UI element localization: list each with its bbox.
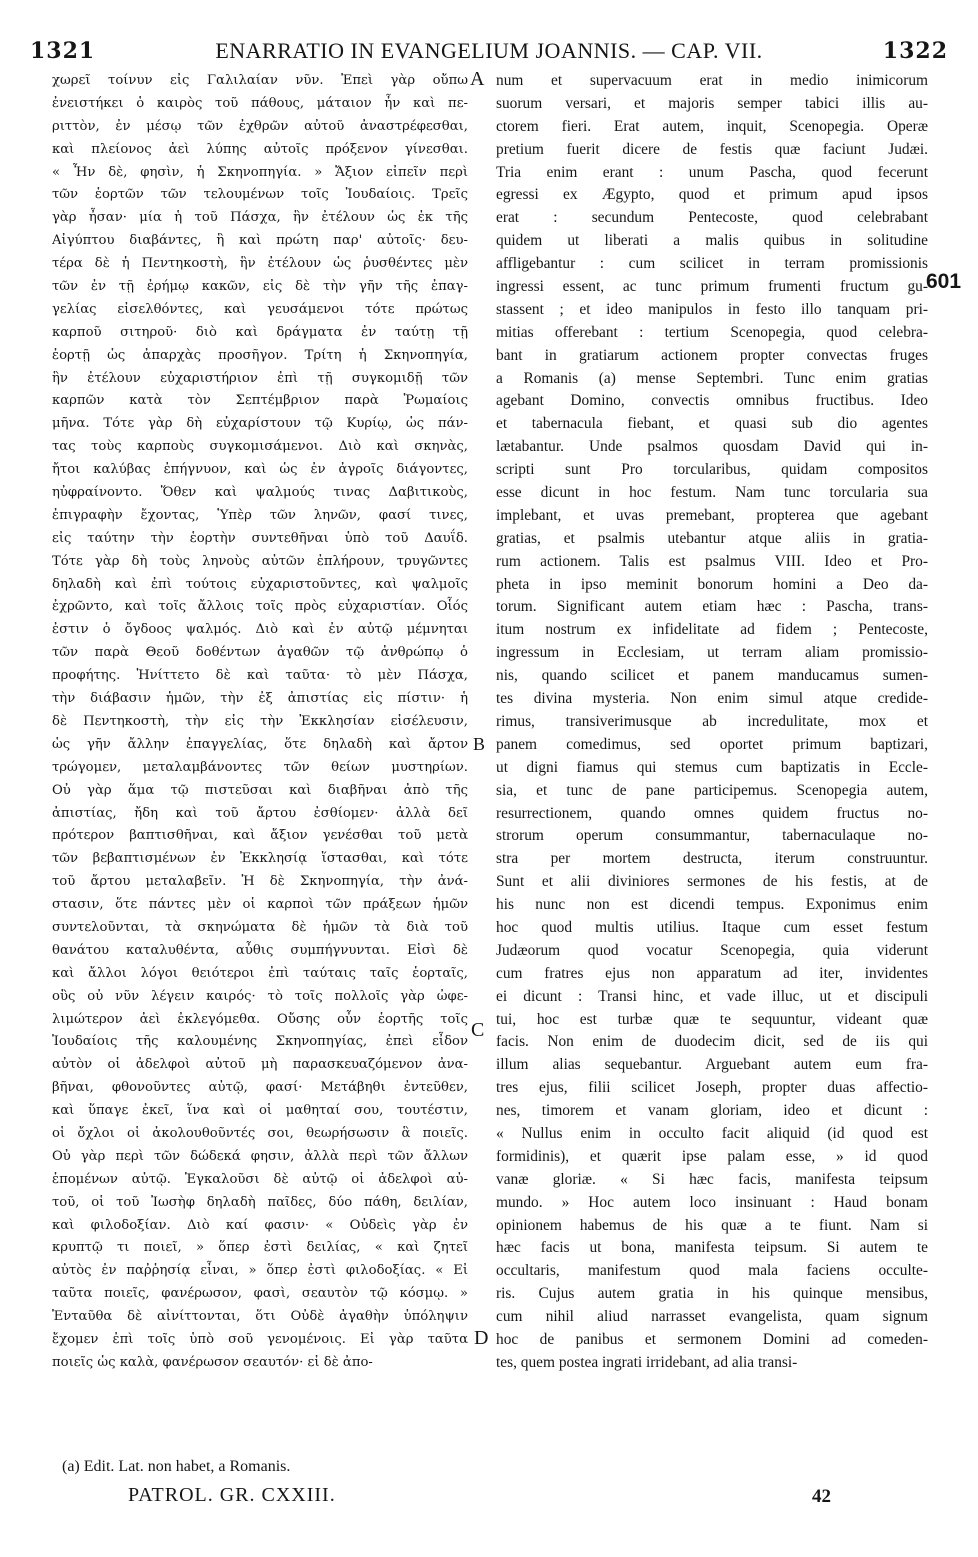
footnote: (a) Edit. Lat. non habet, a Romanis. xyxy=(62,1458,291,1475)
latin-text-line: ingressi essent, ac tunc primum frumenti fructum gu- xyxy=(496,278,928,296)
greek-text-line: ἑπομένων αὐτῷ. Ἐγκαλοῦσι δὲ αὐτῷ οἱ ἀδελφοὶ αὐ- xyxy=(52,1171,468,1187)
latin-text-line: stra per mortem destructa, iterum construuntur. xyxy=(496,850,928,868)
greek-text-line: ἔχομεν ἐπὶ τοῖς ὑπὸ σοῦ γενομένοις. Εἰ γὰρ ταῦτα xyxy=(52,1331,468,1347)
latin-text-line: opinionem habemus de his quæ a te fiunt. Nam si xyxy=(496,1216,928,1234)
latin-text-line: hæc facis ut bona, manifesta teipsum. Si autem te xyxy=(496,1239,928,1257)
greek-text-line: ποιεῖς ὡς καλὰ, φανέρωσον σεαυτόν· εἰ δὲ ἀπο- xyxy=(52,1354,373,1370)
latin-text-line: scripti sunt Pro torcularibus, quidam compositos xyxy=(496,461,928,479)
greek-text-line: ἐνειστήκει ὁ καιρὸς τοῦ πάθους, μάταιον ἦν καὶ πε- xyxy=(52,95,468,111)
greek-text-line: μῆνα. Τότε γὰρ δὴ εὐχαρίστουν τῷ Κυρίῳ, ὡς πάν- xyxy=(52,416,468,432)
greek-text-line: λιμώτερον ἀεὶ ἐκλεγόμεθα. Οὔσης οὖν ἑορτῆς τοῖς xyxy=(52,1011,468,1027)
latin-text-line: pretium fuerit dicere de festis quæ faciunt Judæi. xyxy=(496,140,928,158)
greek-text-line: « Ἦν δὲ, φησὶν, ἡ Σκηνοπηγία. » Ἄξιον εἰπεῖν περὶ xyxy=(52,164,468,180)
latin-text-line: « Nullus enim in occulto facit aliquid (id quod est xyxy=(496,1124,928,1142)
header-title: ENARRATIO IN EVANGELIUM JOANNIS. — CAP. VII. xyxy=(215,38,763,63)
greek-text-line: Οὐ γὰρ περὶ τῶν δώδεκά φησιν, ἀλλὰ περὶ τῶν ἄλλων xyxy=(52,1148,468,1164)
latin-text-line: erat : secundum Pentecoste, quod celebrabant xyxy=(496,209,928,227)
greek-text-line: αὐτὸν οἱ ἀδελφοὶ αὐτοῦ μὴ παρασκευαζόμενον ἀνα- xyxy=(52,1057,468,1073)
latin-text-line: a Romanis (a) mense Septembri. Tunc enim gratias xyxy=(496,369,928,387)
greek-text-line: τὴν διάβασιν ἡμῶν, τὴν ἐξ ἀπιστίας εἰς πίστιν· ἡ xyxy=(52,691,468,707)
greek-text-line: γὰρ ἦσαν· μία ἡ τοῦ Πάσχα, ἣν ἐτέλουν ὡς ἐκ τῆς xyxy=(52,210,468,226)
greek-text-line: αὐτὸς ἐν παῤῥησίᾳ εἶναι, » ὅπερ ἐστὶ φιλοδοξίας. « Εἰ xyxy=(52,1263,468,1279)
latin-text-line: sia, et tunc de pane participemus. Scenopegia autem, xyxy=(496,781,928,799)
latin-text-line: tui, hoc est turbæ quæ te sequuntur, videant quæ xyxy=(496,1010,928,1028)
greek-text-line: Τότε γὰρ δὴ τοὺς ληνοὺς αὐτῶν ἐπλήρουν, τρυγῶντες xyxy=(52,553,468,569)
latin-text-line: rimus, transiverimusque ab incredulitate, mox et xyxy=(496,712,928,730)
latin-text-line: occultaris, manifestum quod mala faciens occulte- xyxy=(496,1262,928,1280)
greek-text-line: εἰς ταύτην τὴν ἑορτὴν συντεθῆναι ὑπὸ τοῦ Δαυΐδ. xyxy=(52,530,468,546)
greek-text-line: ἀπιστίας, ἤδη καὶ τοῦ ἄρτου ἐσθίομεν· ἀλλὰ δεῖ xyxy=(52,805,468,821)
section-marker-c: C xyxy=(471,1019,485,1041)
greek-text-line: οὓς οὐ νῦν λέγειν καιρός· τὸ τοῖς πολλοῖς γὰρ ὠφε- xyxy=(52,988,468,1004)
greek-text-column xyxy=(52,70,468,1375)
latin-text-line: mitias offerebant : tertium Scenopegia, quod celebra- xyxy=(496,323,928,341)
greek-text-line: καὶ ὕπαγε ἐκεῖ, ἵνα καὶ οἱ μαθηταί σου, τουτέστιν, xyxy=(52,1103,468,1119)
greek-text-line: τοῦ ἄρτου μεταλαβεῖν. Ἡ δὲ Σκηνοπηγία, τὴν ἀνά- xyxy=(52,874,468,890)
latin-text-line: ut digni fiamus qui stemus cum baptizatis in Eccle- xyxy=(496,758,928,776)
latin-text-line: num et supervacuum erat in medio inimicorum xyxy=(496,72,928,89)
latin-text-line: esse dicunt in hoc festum. Nam tunc torcularia sua xyxy=(496,484,928,502)
greek-text-line: στασιν, ὅτε πάντες μὲν οἱ καρποὶ τῶν πράξεων ἡμῶν xyxy=(52,897,468,913)
latin-text-line: quidem ut liberati a malis quibus in solitudine xyxy=(496,232,928,250)
latin-text-line: hoc de panibus et sermonem Domini ad comeden- xyxy=(496,1330,928,1348)
greek-text-line: ἤτοι καλύβας ἐπήγνυον, καὶ ὡς ἐν ἀγροῖς διάγοντες, xyxy=(52,462,468,478)
latin-text-line: torum. Significant autem etiam hæc : Pascha, trans- xyxy=(496,598,928,616)
greek-text-line: τρώγομεν, μεταλαμβάνοντες τῶν θείων μυστηρίων. xyxy=(52,759,468,775)
greek-text-line: ἐχρῶντο, καὶ τοῖς ἄλλοις τοῖς πρὸς εὐχαριστίαν. Οἷός xyxy=(52,599,468,615)
latin-text-line: stassent ; et ideo manipulos in festo illo tanquam pri- xyxy=(496,300,928,318)
section-marker-b: B xyxy=(473,734,486,754)
greek-text-line: δὲ Πεντηκοστὴ, τὴν εἰς τὴν Ἐκκλησίαν εἰσέλευσιν, xyxy=(52,713,468,729)
latin-text-column xyxy=(496,70,928,1375)
latin-text-line: nes, timorem et vanam gloriam, ideo et dicunt : xyxy=(496,1102,928,1120)
greek-text-line: καὶ φιλοδοξίαν. Διὸ καί φασιν· « Οὐδεὶς γὰρ ἐν xyxy=(52,1217,468,1233)
greek-text-line: τῶν παρὰ Θεοῦ δοθέντων ἀγαθῶν τῷ ἀνθρώπῳ ὁ xyxy=(52,645,468,661)
latin-text-line: agebant Domino, convectis omnibus fructibus. Ideo xyxy=(496,392,928,410)
latin-text-line: formidinis), et quærit ipse palam esse, » id quod xyxy=(496,1147,928,1165)
greek-text-line: γελίας εἰσελθόντες, καὶ γευσάμενοι τότε πρώτως xyxy=(52,301,468,317)
latin-text-line: ris. Cujus autem gratia in his quinque mensibus, xyxy=(496,1285,928,1303)
latin-text-line: et tabernacula fiebant, et quasi sub dio agentes xyxy=(496,415,928,433)
latin-text-line: vanæ gloriæ. « Si hæc facis, manifesta teipsum xyxy=(496,1170,928,1188)
greek-text-line: πρότερον βαπτισθῆναι, καὶ ἄξιον γενέσθαι τοῦ μετὰ xyxy=(52,828,468,844)
latin-text-line: suorum versari, et majoris semper tabici illis au- xyxy=(496,94,928,112)
latin-text-line: lætabantur. Unde psalmos quosdam David qui in- xyxy=(496,438,928,456)
greek-text-line: τῶν βεβαπτισμένων ἐν Ἐκκλησίᾳ ἵστασθαι, καὶ τότε xyxy=(52,851,468,867)
greek-text-line: καὶ πλείονος ἀεὶ λύπης αὐτοῖς πρόξενον γίνεσθαι. xyxy=(52,141,468,157)
latin-text-line: pheta in ipso meminit bonorum homini a Deo da- xyxy=(496,575,928,593)
latin-text-line: tes divina mysteria. Non enim simul atque credide- xyxy=(496,690,928,708)
latin-text-line: tes, quem postea ingrati irridebant, ad alia transi- xyxy=(496,1353,798,1371)
greek-text-line: ηὐφραίνοντο. Ὅθεν καὶ ψαλμούς τινας Δαβιτικοὺς, xyxy=(52,485,468,501)
latin-text-line: nis, quando scilicet et panem manducamus sumen- xyxy=(496,667,928,685)
greek-text-line: δηλαδὴ καὶ ἐπὶ τούτοις εὐχαριστοῦντες, καὶ ψαλμοῖς xyxy=(52,576,468,592)
greek-text-line: οἱ ὄχλοι οἱ ἀκολουθοῦντές σοι, θεωρήσωσιν ἃ ποιεῖς. xyxy=(52,1125,468,1141)
greek-text-line: χωρεῖ τοίνυν εἰς Γαλιλαίαν νῦν. Ἐπεὶ γὰρ οὔπω xyxy=(52,73,468,88)
latin-text-line: implebant, et uvas premebant, propterea que agebant xyxy=(496,506,928,524)
latin-text-line: mundo. » Hoc autem loco insinuant : Haud bonam xyxy=(496,1193,928,1211)
running-header xyxy=(30,36,948,72)
greek-text-line: τας τοὺς καρποὺς συγκομισάμενοι. Διὸ καὶ σκηνὰς, xyxy=(52,439,468,455)
greek-text-line: ἣν ἐτέλουν εὐχαριστήριον ἐπὶ τῇ συγκομιδῇ τῶν xyxy=(52,370,468,386)
latin-text-line: egressi ex Ægypto, quod et primum apud ipsos xyxy=(496,186,928,204)
latin-text-line: ingressum in Ecclesiam, ut terram aliam promissio- xyxy=(496,644,928,662)
latin-text-line: cum fratres ejus non apparatum ad iter, invidentes xyxy=(496,964,928,982)
latin-text-line: ei dicunt : Transi hinc, et vade illuc, ut et discipuli xyxy=(496,987,928,1005)
latin-text-line: Judæorum quod vocatur Scenopegia, quia viderunt xyxy=(496,941,928,959)
greek-text-line: τέρα δὲ ἡ Πεντηκοστὴ, ἣν ἐτέλουν ὡς ῥυσθέντες μὲν xyxy=(52,256,468,272)
greek-text-line: θανάτου καταλυθέντα, αὖθις συμπήγνυνται. Εἰσὶ δὲ xyxy=(52,942,468,958)
section-marker-a: A xyxy=(470,68,485,90)
section-marker-d: D xyxy=(474,1327,489,1349)
latin-text-line: illum alias sequebantur. Arguebant autem eum fra- xyxy=(496,1056,928,1074)
header-left-column-number: 1321 xyxy=(30,38,96,64)
greek-text-line: ἑορτῇ ὡς ἀπαρχὰς προσῆγον. Τρίτη ἡ Σκηνοπηγία, xyxy=(52,347,468,363)
greek-text-line: τοῦ, οἱ τοῦ Ἰωσὴφ δηλαδὴ παῖδες, δύο πάθη, δειλίαν, xyxy=(52,1194,468,1210)
latin-text-line: resurrectionem, quando omnes quidem fructus no- xyxy=(496,804,928,822)
signature-mark: PATROL. GR. CXXIII. xyxy=(128,1484,336,1506)
latin-text-line: affligebantur : cum scilicet in terram promissionis xyxy=(496,255,928,273)
greek-text-line: ριττὸν, ἐν μέσῳ τῶν ἐχθρῶν αὐτοῦ ἀναστρέφεσθαι, xyxy=(52,118,468,134)
greek-text-line: Οὐ γὰρ ἅμα τῷ πιστεῦσαι καὶ διαβῆναι ἀπὸ τῆς xyxy=(52,782,468,798)
greek-text-line: τῶν ἐν τῇ ἐρήμῳ κακῶν, εἰς δὲ τὴν γῆν τῆς ἐπαγ- xyxy=(52,279,468,295)
greek-text-line: Αἰγύπτου διαβάντες, ἣ καὶ πρώτη παρ' αὐτοῖς· δευ- xyxy=(52,233,468,249)
greek-text-line: ὡς γῆν ἄλλην ἐπαγγελίας, ὅτε δηλαδὴ καὶ ἄρτον xyxy=(52,736,468,752)
greek-text-line: καὶ ἄλλοι λόγοι θειότεροι ἐπὶ ταύταις ταῖς ἑορταῖς, xyxy=(52,965,468,981)
greek-text-line: καρποῦ σιτηροῦ· διὸ καὶ δράγματα ἐν ταύτῃ τῇ xyxy=(52,324,468,340)
latin-text-line: tres ejus, filii scilicet Joseph, propter duas affectio- xyxy=(496,1079,928,1097)
greek-text-line: ταῦτα ποιεῖς, φανέρωσον, φασὶ, σεαυτὸν τῷ κόσμῳ. » xyxy=(52,1286,468,1302)
latin-text-line: strorum operum consummantur, tabernaculaque no- xyxy=(496,827,928,845)
greek-text-line: Ἐνταῦθα δὲ αἰνίττονται, ὅτι Οὐδὲ ἀγαθὴν ὑπόληψιν xyxy=(52,1309,468,1325)
latin-text-line: bant in gratiarum actionem propter convectas fruges xyxy=(496,346,928,364)
latin-text-line: ctorem fieri. Erat autem, inquit, Scenopegia. Operæ xyxy=(496,117,928,135)
latin-text-line: Tria enim erant : unum Pascha, quod fecerunt xyxy=(496,163,928,181)
latin-text-line: gratias, et psalmis utebantur atque aliis in gratia- xyxy=(496,529,928,547)
greek-text-line: ἐπιγραφὴν ἔχοντας, Ὑπὲρ τῶν ληνῶν, φασί τινες, xyxy=(52,507,468,523)
latin-text-line: hoc quod multis utilius. Itaque cum esset festum xyxy=(496,918,928,936)
greek-text-line: ἐστιν ὁ ὄγδοος ψαλμός. Διὸ καὶ ἐν αὐτῷ μέμνηται xyxy=(52,622,468,638)
greek-text-line: προφήτης. Ἠνίττετο δὲ καὶ ταῦτα· τὸ μὲν Πάσχα, xyxy=(52,668,468,684)
latin-text-line: Sunt et alii diviniores sermones de his festis, at de xyxy=(496,873,928,891)
greek-text-line: τῶν ἑορτῶν τῶν τελουμένων τοῖς Ἰουδαίοις. Τρεῖς xyxy=(52,187,468,203)
margin-column-number: 601 xyxy=(926,270,962,293)
header-right-column-number: 1322 xyxy=(882,38,948,64)
greek-text-line: συντελοῦνται, τὰ σκηνώματα δὲ ἡμῶν τὰ διὰ τοῦ xyxy=(52,919,468,935)
latin-text-line: rum actionem. Talis est psalmus VIII. Ideo et Pro- xyxy=(496,552,928,570)
greek-text-line: βῆναι, φθονοῦντες αὐτῷ, φασί· Μετάβηθι ἐντεῦθεν, xyxy=(52,1080,468,1096)
greek-text-line: καρπῶν κατὰ τὸν Σεπτέμβριον παρὰ Ῥωμαίοις xyxy=(52,393,468,409)
latin-text-line: facis. Non enim de duodecim dicit, sed de iis qui xyxy=(496,1033,928,1051)
latin-text-line: itum nostrum ex infidelitate ad fidem ; Pentecoste, xyxy=(496,621,928,639)
greek-text-line: κρυπτῷ τι ποιεῖ, » ὅπερ ἐστὶ δειλίας, « καὶ ζητεῖ xyxy=(52,1240,468,1256)
latin-text-line: panem comedimus, sed oportet primum baptizari, xyxy=(496,735,928,753)
latin-text-line: his nunc non est dicendi tempus. Exponimus enim xyxy=(496,896,928,914)
page-number: 42 xyxy=(812,1486,831,1507)
greek-text-line: Ἰουδαίοις τῆς καλουμένης Σκηνοπηγίας, ἐπεὶ εἶδον xyxy=(52,1034,468,1050)
latin-text-line: cum nihil aliud narrasset evangelista, quam signum xyxy=(496,1308,928,1326)
